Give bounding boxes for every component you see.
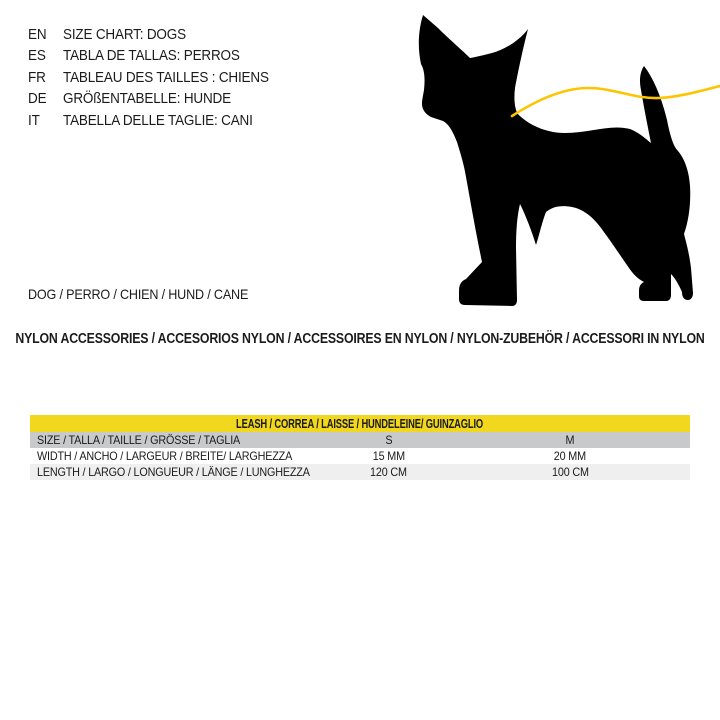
size-table-header-label: LEASH / CORREA / LAISSE / HUNDELEINE/ GUINZAGLIO (236, 416, 484, 431)
size-m-header: M (565, 433, 575, 447)
row-label: WIDTH / ANCHO / LARGEUR / BREITE/ LARGHEZZA (37, 449, 293, 463)
width-s-value: 15 MM (372, 449, 405, 463)
category-caption: NYLON ACCESSORIES / ACCESORIOS NYLON / ACCESSOIRES EN NYLON / NYLON-ZUBEHÖR / ACCESSORI IN NYLON (15, 331, 705, 347)
row-label: LENGTH / LARGO / LONGUEUR / LÄNGE / LUNGHEZZA (37, 465, 310, 479)
language-code: EN (28, 26, 47, 43)
table-row-length (30, 464, 690, 480)
language-title-list (28, 24, 292, 131)
table-row-width (30, 448, 690, 464)
size-table (30, 415, 690, 480)
length-m-value: 100 CM (551, 465, 589, 479)
table-row-size (30, 432, 690, 448)
language-title-row (28, 110, 292, 131)
row-label: SIZE / TALLA / TAILLE / GRÖSSE / TAGLIA (37, 433, 241, 447)
language-title-row (28, 67, 292, 88)
language-title: TABLA DE TALLAS: PERROS (63, 47, 240, 65)
size-s-header: S (384, 433, 393, 447)
language-title-row (28, 24, 292, 45)
language-code: DE (28, 90, 47, 108)
language-title-row (28, 88, 292, 109)
language-title-row (28, 45, 292, 66)
animal-caption: DOG / PERRO / CHIEN / HUND / CANE (28, 286, 249, 302)
language-code: ES (28, 47, 46, 65)
language-code: IT (28, 111, 40, 129)
language-code: FR (28, 68, 46, 86)
dog-silhouette (419, 15, 693, 306)
length-s-value: 120 CM (370, 465, 407, 479)
leash-line (512, 86, 720, 116)
dog-silhouette-illustration (398, 4, 720, 316)
language-title: TABELLA DELLE TAGLIE: CANI (63, 111, 253, 129)
width-m-value: 20 MM (553, 449, 587, 463)
size-table-header (30, 415, 690, 432)
language-title: TABLEAU DES TAILLES : CHIENS (63, 68, 269, 86)
language-title: SIZE CHART: DOGS (63, 26, 186, 43)
language-title: GRÖßENTABELLE: HUNDE (63, 90, 231, 108)
